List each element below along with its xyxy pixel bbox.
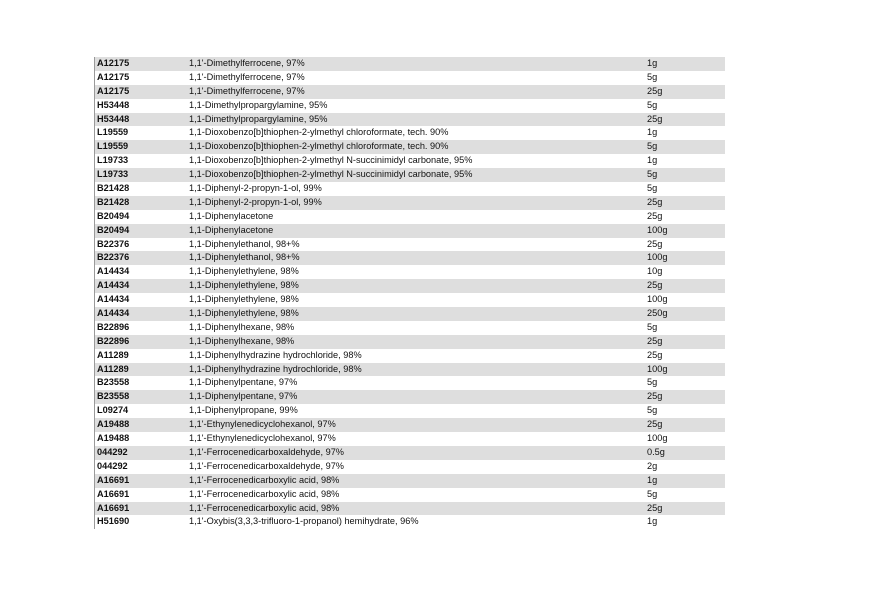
product-name: 1,1'-Ethynylenedicyclohexanol, 97% — [189, 433, 336, 444]
catalog-number: H51690 — [97, 516, 130, 527]
table-row — [95, 515, 725, 529]
table-row — [95, 335, 725, 349]
catalog-number: L19733 — [97, 155, 129, 166]
catalog-number: A19488 — [97, 433, 130, 444]
package-size: 25g — [647, 391, 663, 402]
product-name: 1,1'-Ferrocenedicarboxylic acid, 98% — [189, 502, 340, 513]
package-size: 25g — [647, 196, 663, 207]
table-row — [95, 474, 725, 488]
package-size: 25g — [647, 238, 663, 249]
product-name: 1,1-Diphenylethylene, 98% — [189, 280, 299, 291]
catalog-number: B23558 — [97, 391, 130, 402]
table-row — [95, 307, 725, 321]
catalog-number: A14434 — [97, 308, 130, 319]
product-name: 1,1-Dioxobenzo[b]thiophen-2-ylmethyl N-succinimidyl carbonate, 95% — [189, 155, 473, 166]
table-row — [95, 71, 725, 85]
catalog-number: 044292 — [97, 446, 128, 457]
product-name: 1,1'-Ferrocenedicarboxylic acid, 98% — [189, 474, 340, 485]
package-size: 5g — [647, 141, 658, 152]
catalog-number: A16691 — [97, 488, 130, 499]
catalog-number: 044292 — [97, 460, 128, 471]
table-row — [95, 140, 725, 154]
table-row — [95, 154, 725, 168]
table-row — [95, 251, 725, 265]
table-row — [95, 99, 725, 113]
catalog-number: B23558 — [97, 377, 130, 388]
product-name: 1,1-Dimethylpropargylamine, 95% — [189, 113, 328, 124]
package-size: 25g — [647, 210, 663, 221]
catalog-number: L19559 — [97, 141, 129, 152]
product-name: 1,1'-Ferrocenedicarboxylic acid, 98% — [189, 488, 340, 499]
catalog-number: B22376 — [97, 252, 130, 263]
product-name: 1,1-Diphenylethanol, 98+% — [189, 252, 300, 263]
package-size: 5g — [647, 169, 658, 180]
package-size: 5g — [647, 183, 658, 194]
package-size: 25g — [647, 113, 663, 124]
catalog-number: B20494 — [97, 210, 130, 221]
table-row — [95, 126, 725, 140]
table-row — [95, 488, 725, 502]
catalog-number: L09274 — [97, 405, 129, 416]
catalog-number: A16691 — [97, 474, 130, 485]
table-row — [95, 321, 725, 335]
package-size: 1g — [647, 516, 658, 527]
package-size: 1g — [647, 127, 658, 138]
catalog-number: A14434 — [97, 294, 130, 305]
product-name: 1,1-Diphenylpentane, 97% — [189, 391, 298, 402]
product-name: 1,1-Diphenylethylene, 98% — [189, 308, 299, 319]
product-name: 1,1-Diphenylhexane, 98% — [189, 321, 295, 332]
table-row — [95, 460, 725, 474]
table-row — [95, 168, 725, 182]
table-row — [95, 196, 725, 210]
table-row — [95, 376, 725, 390]
catalog-number: A12175 — [97, 58, 130, 68]
catalog-number: A19488 — [97, 419, 130, 430]
product-name: 1,1-Diphenylacetone — [189, 210, 274, 221]
table-row — [95, 363, 725, 377]
catalog-number: B21428 — [97, 183, 130, 194]
catalog-number: B22896 — [97, 335, 130, 346]
package-size: 5g — [647, 99, 658, 110]
table-row — [95, 85, 725, 99]
catalog-number: A12175 — [97, 71, 130, 82]
table-row — [95, 279, 725, 293]
product-name: 1,1-Diphenylhydrazine hydrochloride, 98% — [189, 363, 362, 374]
package-size: 5g — [647, 71, 658, 82]
package-size: 100g — [647, 363, 668, 374]
table-row — [95, 210, 725, 224]
table-row — [95, 265, 725, 279]
package-size: 25g — [647, 349, 663, 360]
package-size: 1g — [647, 155, 658, 166]
package-size: 100g — [647, 224, 668, 235]
product-name: 1,1'-Dimethylferrocene, 97% — [189, 85, 305, 96]
table-row — [95, 502, 725, 516]
product-name: 1,1'-Dimethylferrocene, 97% — [189, 71, 305, 82]
catalog-number: A16691 — [97, 502, 130, 513]
table-row — [95, 432, 725, 446]
product-name: 1,1-Diphenylacetone — [189, 224, 274, 235]
product-name: 1,1-Diphenylethanol, 98+% — [189, 238, 300, 249]
product-name: 1,1-Dimethylpropargylamine, 95% — [189, 99, 328, 110]
package-size: 25g — [647, 502, 663, 513]
product-name: 1,1'-Oxybis(3,3,3-trifluoro-1-propanol) hemihydrate, 96% — [189, 516, 419, 527]
package-size: 25g — [647, 85, 663, 96]
table-row — [95, 182, 725, 196]
product-name: 1,1-Diphenyl-2-propyn-1-ol, 99% — [189, 196, 322, 207]
product-name: 1,1-Diphenylpentane, 97% — [189, 377, 298, 388]
catalog-number: H53448 — [97, 99, 130, 110]
table-row — [95, 293, 725, 307]
product-name: 1,1-Dioxobenzo[b]thiophen-2-ylmethyl chloroformate, tech. 90% — [189, 127, 449, 138]
package-size: 100g — [647, 294, 668, 305]
package-size: 10g — [647, 266, 663, 277]
package-size: 25g — [647, 419, 663, 430]
product-name: 1,1'-Dimethylferrocene, 97% — [189, 58, 305, 68]
catalog-number: A11289 — [97, 349, 129, 360]
product-name: 1,1'-Ferrocenedicarboxaldehyde, 97% — [189, 446, 344, 457]
table-row — [95, 224, 725, 238]
catalog-number: H53448 — [97, 113, 130, 124]
product-name: 1,1-Dioxobenzo[b]thiophen-2-ylmethyl N-succinimidyl carbonate, 95% — [189, 169, 473, 180]
catalog-number: L19559 — [97, 127, 129, 138]
package-size: 5g — [647, 377, 658, 388]
table-row — [95, 390, 725, 404]
catalog-number: B22376 — [97, 238, 130, 249]
table-row — [95, 349, 725, 363]
package-size: 5g — [647, 488, 658, 499]
package-size: 2g — [647, 460, 658, 471]
product-name: 1,1-Diphenylpropane, 99% — [189, 405, 298, 416]
package-size: 100g — [647, 252, 668, 263]
table-row — [95, 57, 725, 71]
catalog-number: A12175 — [97, 85, 130, 96]
package-size: 100g — [647, 433, 668, 444]
catalog-number: B20494 — [97, 224, 130, 235]
catalog-number: A11289 — [97, 363, 129, 374]
product-name: 1,1'-Ferrocenedicarboxaldehyde, 97% — [189, 460, 344, 471]
catalog-number: L19733 — [97, 169, 129, 180]
catalog-number: B22896 — [97, 321, 130, 332]
catalog-number: A14434 — [97, 266, 130, 277]
package-size: 5g — [647, 321, 658, 332]
product-name: 1,1-Diphenylhydrazine hydrochloride, 98% — [189, 349, 362, 360]
table-row — [95, 404, 725, 418]
package-size: 5g — [647, 405, 658, 416]
product-name: 1,1-Diphenyl-2-propyn-1-ol, 99% — [189, 183, 322, 194]
package-size: 250g — [647, 308, 668, 319]
product-name: 1,1-Diphenylethylene, 98% — [189, 294, 299, 305]
catalog-number: B21428 — [97, 196, 130, 207]
catalog-number: A14434 — [97, 280, 130, 291]
table-row — [95, 418, 725, 432]
product-name: 1,1-Diphenylhexane, 98% — [189, 335, 295, 346]
package-size: 0.5g — [647, 446, 665, 457]
product-table — [94, 57, 725, 529]
table-row — [95, 446, 725, 460]
table-row — [95, 238, 725, 252]
product-name: 1,1-Dioxobenzo[b]thiophen-2-ylmethyl chloroformate, tech. 90% — [189, 141, 449, 152]
package-size: 1g — [647, 474, 658, 485]
package-size: 25g — [647, 335, 663, 346]
table-row — [95, 113, 725, 127]
product-name: 1,1-Diphenylethylene, 98% — [189, 266, 299, 277]
package-size: 1g — [647, 58, 658, 68]
product-name: 1,1'-Ethynylenedicyclohexanol, 97% — [189, 419, 336, 430]
package-size: 25g — [647, 280, 663, 291]
